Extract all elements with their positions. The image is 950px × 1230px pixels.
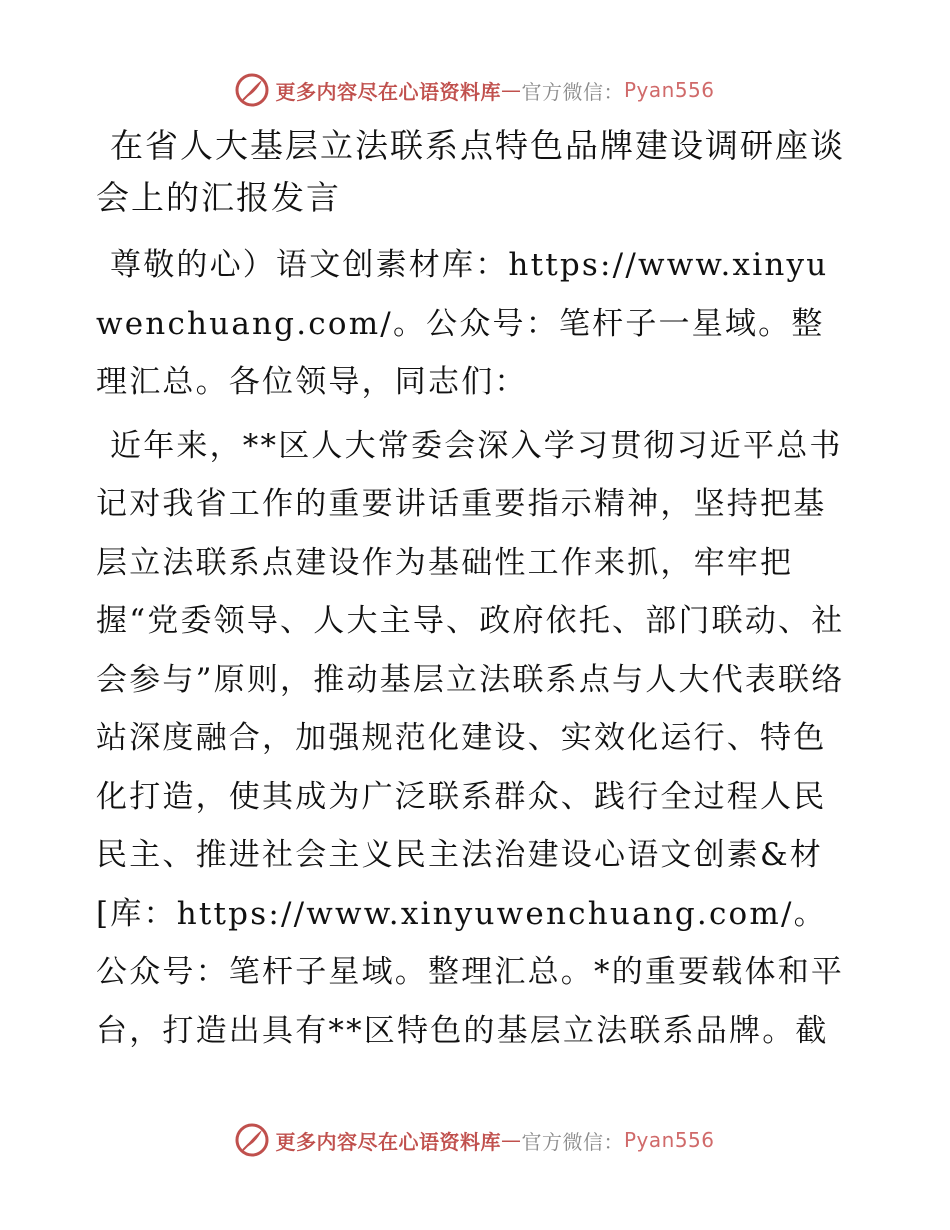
feather-quill-icon <box>235 1123 269 1157</box>
paragraph-greeting: 尊敬的心）语文创素材库：https://www.xinyuwenchuang.com/。公众号：笔杆子一星域。整理汇总。各位领导，同志们： <box>96 247 829 400</box>
footer-banner <box>0 1120 950 1160</box>
document-title: 在省人大基层立法联系点特色品牌建设调研座谈会上的汇报发言 <box>96 126 845 217</box>
document-body <box>96 120 856 1065</box>
paragraph-body: 近年来，**区人大常委会深入学习贯彻习近平总书记对我省工作的重要讲话重要指示精神，坚持把基层立法联系点建设作为基础性工作来抓，牢牢把握“党委领导、人大主导、政府依托、部门联动、社会参与”原则，推动基层立法联系点与人大代表联络站深度融合，加强规范化建设、实效化运行、特色化打造，使其成为广泛联系群众、践行全过程人民民主、推进社会主义民主法治建设心语文创素&材[库：https://www.xinyuwenchuang.com/。公众号：笔杆子星域。整理汇总。*的重要载体和平台，打造出具有**区特色的基层立法联系品牌。截 <box>96 427 845 1049</box>
feather-quill-icon <box>235 73 269 107</box>
footer-account: Pyan556 <box>623 1128 715 1152</box>
footer-main-text: 更多内容尽在心语资料库 <box>275 1129 501 1154</box>
banner-dash: — <box>500 78 522 102</box>
banner-main-text: 更多内容尽在心语资料库 <box>275 79 501 104</box>
banner-account: Pyan556 <box>623 78 715 102</box>
footer-official-label: 官方微信： <box>521 1129 624 1154</box>
header-banner <box>0 70 950 110</box>
footer-dash: — <box>500 1128 522 1152</box>
banner-official-label: 官方微信： <box>521 79 624 104</box>
